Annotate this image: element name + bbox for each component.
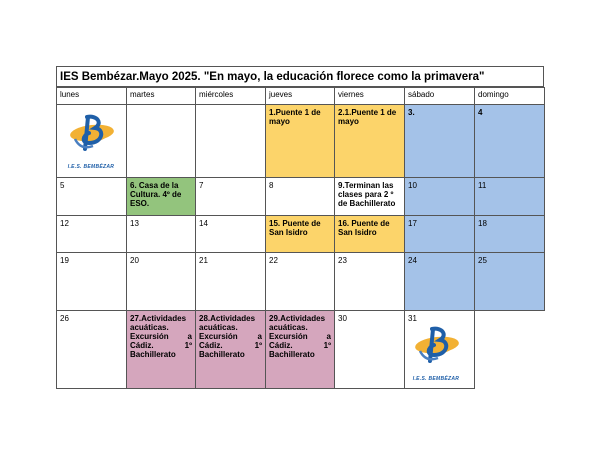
event-text: Puente de San Isidro [269, 219, 321, 237]
day-cell [404, 215, 475, 253]
school-logo-icon [408, 325, 464, 375]
day-cell [56, 252, 127, 311]
day-cell [126, 104, 196, 178]
day-cell [265, 177, 335, 216]
day-cell [474, 252, 545, 311]
day-number: 15. [269, 219, 281, 228]
day-number: 4 [478, 108, 483, 117]
event-text: Terminan las clases para 2 º de Bachillerato [338, 181, 396, 208]
day-number: 9. [338, 181, 345, 190]
school-logo-icon [63, 113, 119, 163]
day-cell [195, 215, 266, 253]
day-number: 28. [199, 314, 211, 323]
day-number: 17 [408, 219, 417, 228]
logo-caption: I.E.S. BEMBÉZAR [412, 376, 460, 382]
day-number: 16. [338, 219, 350, 228]
day-number: 20 [130, 256, 139, 265]
day-cell [56, 215, 127, 253]
day-number: 2. [338, 108, 345, 117]
weekday-header-0: lunes [56, 87, 127, 105]
weekday-header-1: martes [126, 87, 196, 105]
day-cell [126, 177, 196, 216]
day-cell [474, 177, 545, 216]
day-cell [265, 215, 335, 253]
weekday-header-5: sábado [404, 87, 475, 105]
day-cell [56, 177, 127, 216]
event-text: Casa de la Cultura. 4º de ESO. [130, 181, 182, 208]
day-cell [195, 104, 266, 178]
day-number: 26 [60, 314, 69, 323]
day-number: 19 [60, 256, 69, 265]
day-number: 31 [408, 314, 417, 323]
day-cell [404, 177, 475, 216]
day-cell [334, 252, 405, 311]
day-number: 24 [408, 256, 417, 265]
day-number: 6. [130, 181, 137, 190]
day-cell [195, 252, 266, 311]
event-text: Actividades acuáticas. Excursión a Cádiz. 1º Bachillerato [269, 314, 331, 359]
day-number: 14 [199, 219, 208, 228]
event-text: Actividades acuáticas. Excursión a Cádiz. 1º Bachillerato [199, 314, 262, 359]
school-logo [63, 113, 119, 172]
day-cell [126, 252, 196, 311]
event-text: Actividades acuáticas. Excursión a Cádiz. 1º Bachillerato [130, 314, 192, 359]
day-cell [126, 215, 196, 253]
calendar-title: IES Bembézar.Mayo 2025. "En mayo, la educación florece como la primavera" [56, 66, 544, 87]
day-cell [334, 104, 405, 178]
day-number: 29. [269, 314, 281, 323]
day-number: 30 [338, 314, 347, 323]
day-cell [56, 310, 127, 389]
day-cell [334, 215, 405, 253]
day-number: 22 [269, 256, 278, 265]
logo-caption: I.E.S. BEMBÉZAR [67, 164, 115, 170]
weekday-header-6: domingo [474, 87, 545, 105]
day-number: 3. [408, 108, 415, 117]
day-cell [474, 104, 545, 178]
day-number: 11 [478, 181, 487, 190]
weekday-header-3: jueves [265, 87, 335, 105]
day-number: 18 [478, 219, 487, 228]
day-number: 10 [408, 181, 417, 190]
day-cell [404, 104, 475, 178]
day-cell [474, 215, 545, 253]
day-number: 8 [269, 181, 274, 190]
day-number: 25 [478, 256, 487, 265]
day-number: 5 [60, 181, 65, 190]
day-cell [265, 310, 335, 389]
school-logo [408, 325, 464, 384]
event-text: Puente de San Isidro [338, 219, 390, 237]
day-number: 13 [130, 219, 139, 228]
day-number: 7 [199, 181, 204, 190]
day-cell [56, 104, 127, 178]
day-number: 23 [338, 256, 347, 265]
day-cell [404, 310, 475, 389]
day-cell [265, 252, 335, 311]
weekday-header-2: miércoles [195, 87, 266, 105]
day-cell [195, 177, 266, 216]
event-text: Puente 1 de mayo [269, 108, 321, 126]
day-cell [265, 104, 335, 178]
day-number: 21 [199, 256, 208, 265]
day-cell [334, 177, 405, 216]
event-text: 1.Puente 1 de mayo [338, 108, 397, 126]
day-cell [126, 310, 196, 389]
day-cell [334, 310, 405, 389]
day-cell [195, 310, 266, 389]
weekday-header-4: viernes [334, 87, 405, 105]
day-number: 1. [269, 108, 276, 117]
day-number: 27. [130, 314, 142, 323]
day-number: 12 [60, 219, 69, 228]
day-cell [404, 252, 475, 311]
